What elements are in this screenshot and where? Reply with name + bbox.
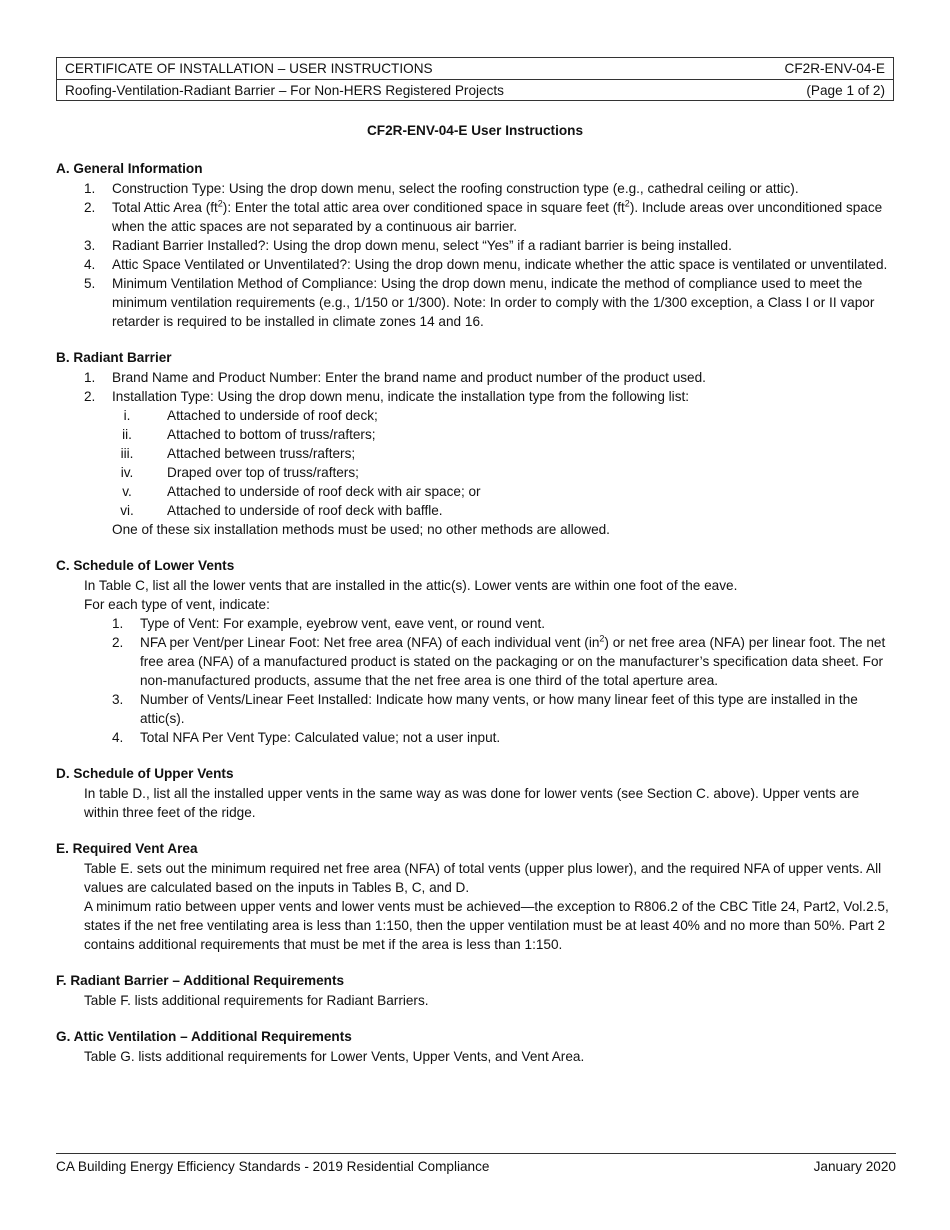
section-heading: B. Radiant Barrier xyxy=(56,350,172,365)
item-text: NFA per Vent/per Linear Foot: Net free area (NFA) of each individual vent (in xyxy=(140,635,600,650)
document-title: CF2R-ENV-04-E User Instructions xyxy=(366,123,584,138)
header-subtitle: Roofing-Ventilation-Radiant Barrier – For Non-HERS Registered Projects xyxy=(65,83,504,98)
footer-date: January 2020 xyxy=(813,1159,896,1174)
section-text: Table E. sets out the minimum required net free area (NFA) of total vents (upper plus lower), and the required NFA of upper vents. All values are calculated based on the inputs in Tables B, C, and D. xyxy=(84,861,882,895)
item-text: Total NFA Per Vent Type: Calculated value; not a user input. xyxy=(140,730,501,745)
item-text: Attached to underside of roof deck with baffle. xyxy=(167,503,443,518)
superscript: 2 xyxy=(599,633,605,644)
list-item xyxy=(56,179,896,198)
list-item xyxy=(56,255,896,274)
sub-list-item xyxy=(56,463,896,482)
sub-list-item xyxy=(56,406,896,425)
page-footer xyxy=(56,1153,896,1176)
item-number: ii. xyxy=(122,427,132,442)
section-g xyxy=(56,1027,896,1066)
sub-list-item xyxy=(56,501,896,520)
item-number: 1. xyxy=(112,616,124,631)
item-text: Number of Vents/Linear Feet Installed: Indicate how many vents, or how many linear feet of this type are installed in the attic(s). xyxy=(140,692,858,726)
header-row-2 xyxy=(57,79,893,100)
item-text: Type of Vent: For example, eyebrow vent, eave vent, or round vent. xyxy=(140,616,546,631)
header-title: CERTIFICATE OF INSTALLATION – USER INSTRUCTIONS xyxy=(65,61,433,76)
sub-list-item xyxy=(56,444,896,463)
list-item xyxy=(56,614,896,633)
list-item xyxy=(56,368,896,387)
list-item xyxy=(56,236,896,255)
list-item xyxy=(56,274,896,331)
header-row-1 xyxy=(57,58,893,79)
item-number: iii. xyxy=(120,446,134,461)
item-text: Attached to bottom of truss/rafters; xyxy=(167,427,376,442)
section-a xyxy=(56,159,896,331)
section-b xyxy=(56,348,896,539)
section-heading: D. Schedule of Upper Vents xyxy=(56,766,234,781)
item-text: Minimum Ventilation Method of Compliance: Using the drop down menu, indicate the method of compliance used to meet the minimum ventilation requirements (e.g., 1/150 or 1/300). Note: In order to comply with the 1/300 exception, a Class I or II vapor retarder is required to be installed in climate zones 14 and 16. xyxy=(112,276,875,329)
item-text: ): Enter the total attic area over conditioned space in square feet (ft xyxy=(222,200,625,215)
section-heading: F. Radiant Barrier – Additional Requirements xyxy=(56,973,345,988)
sub-list-item xyxy=(56,425,896,444)
section-c xyxy=(56,556,896,747)
item-text: Total Attic Area (ft xyxy=(112,200,218,215)
superscript: 2 xyxy=(624,198,630,209)
list-item xyxy=(56,198,896,236)
item-number: 1. xyxy=(84,181,96,196)
section-intro: In Table C, list all the lower vents that are installed in the attic(s). Lower vents are within one foot of the eave. xyxy=(84,578,738,593)
page-number: (Page 1 of 2) xyxy=(806,83,885,98)
item-number: iv. xyxy=(120,465,134,480)
item-number: 2. xyxy=(84,200,96,215)
section-f xyxy=(56,971,896,1010)
list-item xyxy=(56,690,896,728)
item-text: Construction Type: Using the drop down menu, select the roofing construction type (e.g., cathedral ceiling or attic). xyxy=(112,181,799,196)
item-number: 1. xyxy=(84,370,96,385)
section-intro: For each type of vent, indicate: xyxy=(84,597,270,612)
section-heading: A. General Information xyxy=(56,161,203,176)
item-text: Radiant Barrier Installed?: Using the drop down menu, select “Yes” if a radiant barrier is being installed. xyxy=(112,238,732,253)
section-text: In table D., list all the installed upper vents in the same way as was done for lower vents (see Section C. above). Upper vents are within three feet of the ridge. xyxy=(84,786,860,820)
footer-left: CA Building Energy Efficiency Standards - 2019 Residential Compliance xyxy=(56,1159,490,1174)
section-d xyxy=(56,764,896,822)
instructions-body xyxy=(56,159,896,1083)
item-number: 2. xyxy=(112,635,124,650)
form-id: CF2R-ENV-04-E xyxy=(784,61,885,76)
item-number: i. xyxy=(123,408,131,423)
item-text: Draped over top of truss/rafters; xyxy=(167,465,359,480)
item-number: vi. xyxy=(120,503,134,518)
section-text: Table G. lists additional requirements for Lower Vents, Upper Vents, and Vent Area. xyxy=(84,1049,585,1064)
section-text: Table F. lists additional requirements for Radiant Barriers. xyxy=(84,993,429,1008)
item-text: Attached between truss/rafters; xyxy=(167,446,356,461)
item-text: ) or net free area (NFA) per linear foot. The net free area (NFA) of a manufactured product is stated on the packaging or on the manufacturer’s specification data sheet. For non-manufactured products, assume that the net free area is one third of the total aperture area. xyxy=(140,635,886,688)
item-number: 3. xyxy=(112,692,124,707)
item-text: Attic Space Ventilated or Unventilated?: Using the drop down menu, indicate whether the attic space is ventilated or unventilated. xyxy=(112,257,888,272)
list-item xyxy=(56,728,896,747)
item-number: 2. xyxy=(84,389,96,404)
superscript: 2 xyxy=(217,198,223,209)
list-item xyxy=(56,633,896,690)
section-text: A minimum ratio between upper vents and lower vents must be achieved—the exception to R806.2 of the CBC Title 24, Part2, Vol.2.5, states if the net free ventilating area is less than 1:150, then the upper ventilation must be at least 40% and no more than 50%. Part 2 contains additional requirements that must be met if the area is less than 1:150. xyxy=(84,899,889,952)
item-number: 4. xyxy=(84,257,96,272)
section-note: One of these six installation methods must be used; no other methods are allowed. xyxy=(112,522,610,537)
section-heading: E. Required Vent Area xyxy=(56,841,198,856)
section-e xyxy=(56,839,896,954)
header-box xyxy=(56,57,894,101)
item-number: 3. xyxy=(84,238,96,253)
item-text: Attached to underside of roof deck; xyxy=(167,408,378,423)
item-number: 5. xyxy=(84,276,96,291)
sub-list-item xyxy=(56,482,896,501)
item-text: Installation Type: Using the drop down menu, indicate the installation type from the following list: xyxy=(112,389,690,404)
section-heading: G. Attic Ventilation – Additional Requirements xyxy=(56,1029,352,1044)
item-text: Brand Name and Product Number: Enter the brand name and product number of the product used. xyxy=(112,370,706,385)
item-text: ). Include areas over unconditioned space when the attic spaces are not separated by a continuous air barrier. xyxy=(112,200,883,234)
item-text: Attached to underside of roof deck with air space; or xyxy=(167,484,481,499)
item-number: v. xyxy=(122,484,132,499)
section-heading: C. Schedule of Lower Vents xyxy=(56,558,235,573)
item-number: 4. xyxy=(112,730,124,745)
list-item xyxy=(56,387,896,406)
